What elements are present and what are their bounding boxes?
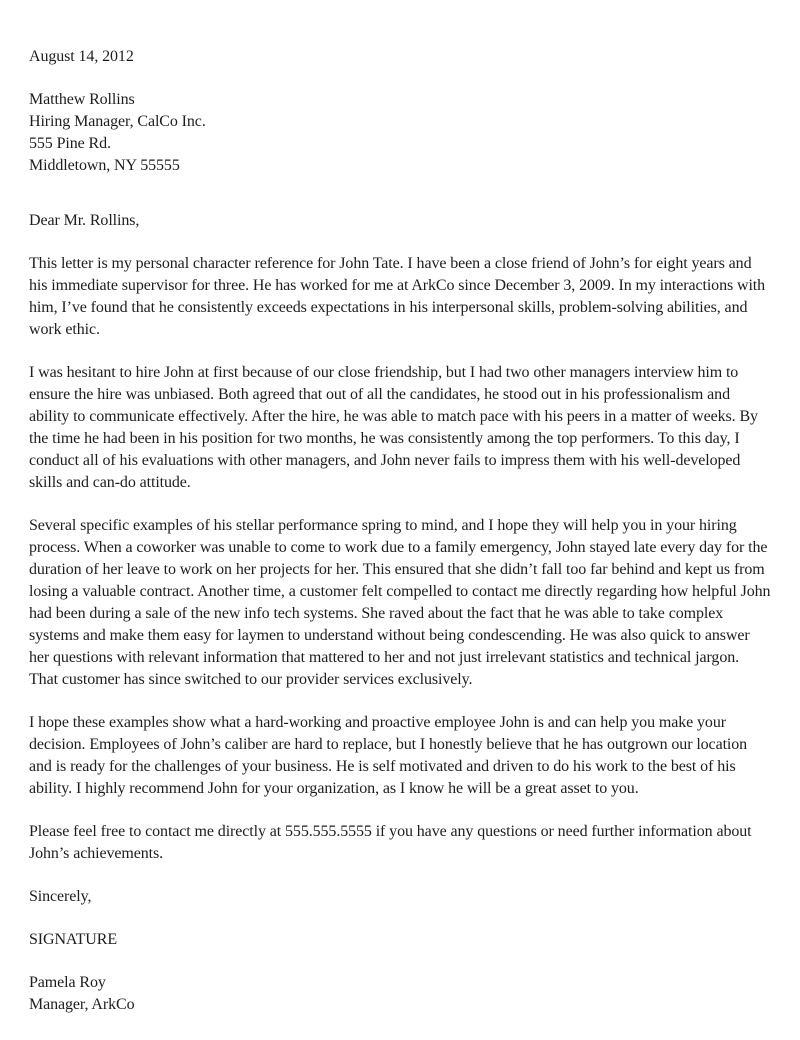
sender-title: Manager, ArkCo xyxy=(29,996,135,1013)
recipient-title: Hiring Manager, CalCo Inc. xyxy=(29,113,206,130)
sender-block xyxy=(29,972,771,1016)
recipient-name: Matthew Rollins xyxy=(29,91,135,108)
body-paragraph-5: Please feel free to contact me directly at 555.555.5555 if you have any questions or need further information about John’s achievements. xyxy=(29,823,752,862)
body-paragraph-3: Several specific examples of his stellar performance spring to mind, and I hope they will help you in your hiring process. When a coworker was unable to come to work due to a family emergency, John stayed late every day for the duration of her leave to work on her projects for her. This ensured that she didn’t fall too far behind and kept us from losing a valuable contract. Another time, a customer felt compelled to contact me directly regarding how helpful John had been during a sale of the new info tech systems. She raved about the fact that he was able to take complex systems and make them easy for laymen to understand without being condescending. He was also quick to answer her questions with relevant information that mattered to her and not just irrelevant statistics and technical jargon. That customer has since switched to our provider services exclusively. xyxy=(29,517,771,688)
salutation: Dear Mr. Rollins, xyxy=(29,212,140,229)
closing: Sincerely, xyxy=(29,888,92,905)
sender-name: Pamela Roy xyxy=(29,974,106,991)
body-paragraph-2: I was hesitant to hire John at first because of our close friendship, but I had two other managers interview him to ensure the hire was unbiased. Both agreed that out of all the candidates, he stood out in his professionalism and ability to communicate effectively. After the hire, he was able to match pace with his peers in a matter of weeks. By the time he had been in his position for two months, he was consistently among the top performers. To this day, I conduct all of his evaluations with other managers, and John never fails to impress them with his well-developed skills and can-do attitude. xyxy=(29,364,758,491)
body-paragraph-1: This letter is my personal character reference for John Tate. I have been a close friend of John’s for eight years and his immediate supervisor for three. He has worked for me at ArkCo since December 3, 2009. In my interactions with him, I’ve found that he consistently exceeds expectations in his interpersonal skills, problem-solving abilities, and work ethic. xyxy=(29,255,766,338)
recipient-city-state-zip: Middletown, NY 55555 xyxy=(29,157,180,174)
letter-date: August 14, 2012 xyxy=(29,48,134,65)
recipient-street: 555 Pine Rd. xyxy=(29,135,111,152)
recipient-address-block xyxy=(29,89,771,177)
body-paragraph-4: I hope these examples show what a hard-working and proactive employee John is and can help you make your decision. Employees of John’s caliber are hard to replace, but I honestly believe that he has outgrown our location and is ready for the challenges of your business. He is self motivated and driven to do his work to the best of his ability. I highly recommend John for your organization, as I know he will be a great asset to you. xyxy=(29,714,748,797)
signature-placeholder: SIGNATURE xyxy=(29,931,117,948)
